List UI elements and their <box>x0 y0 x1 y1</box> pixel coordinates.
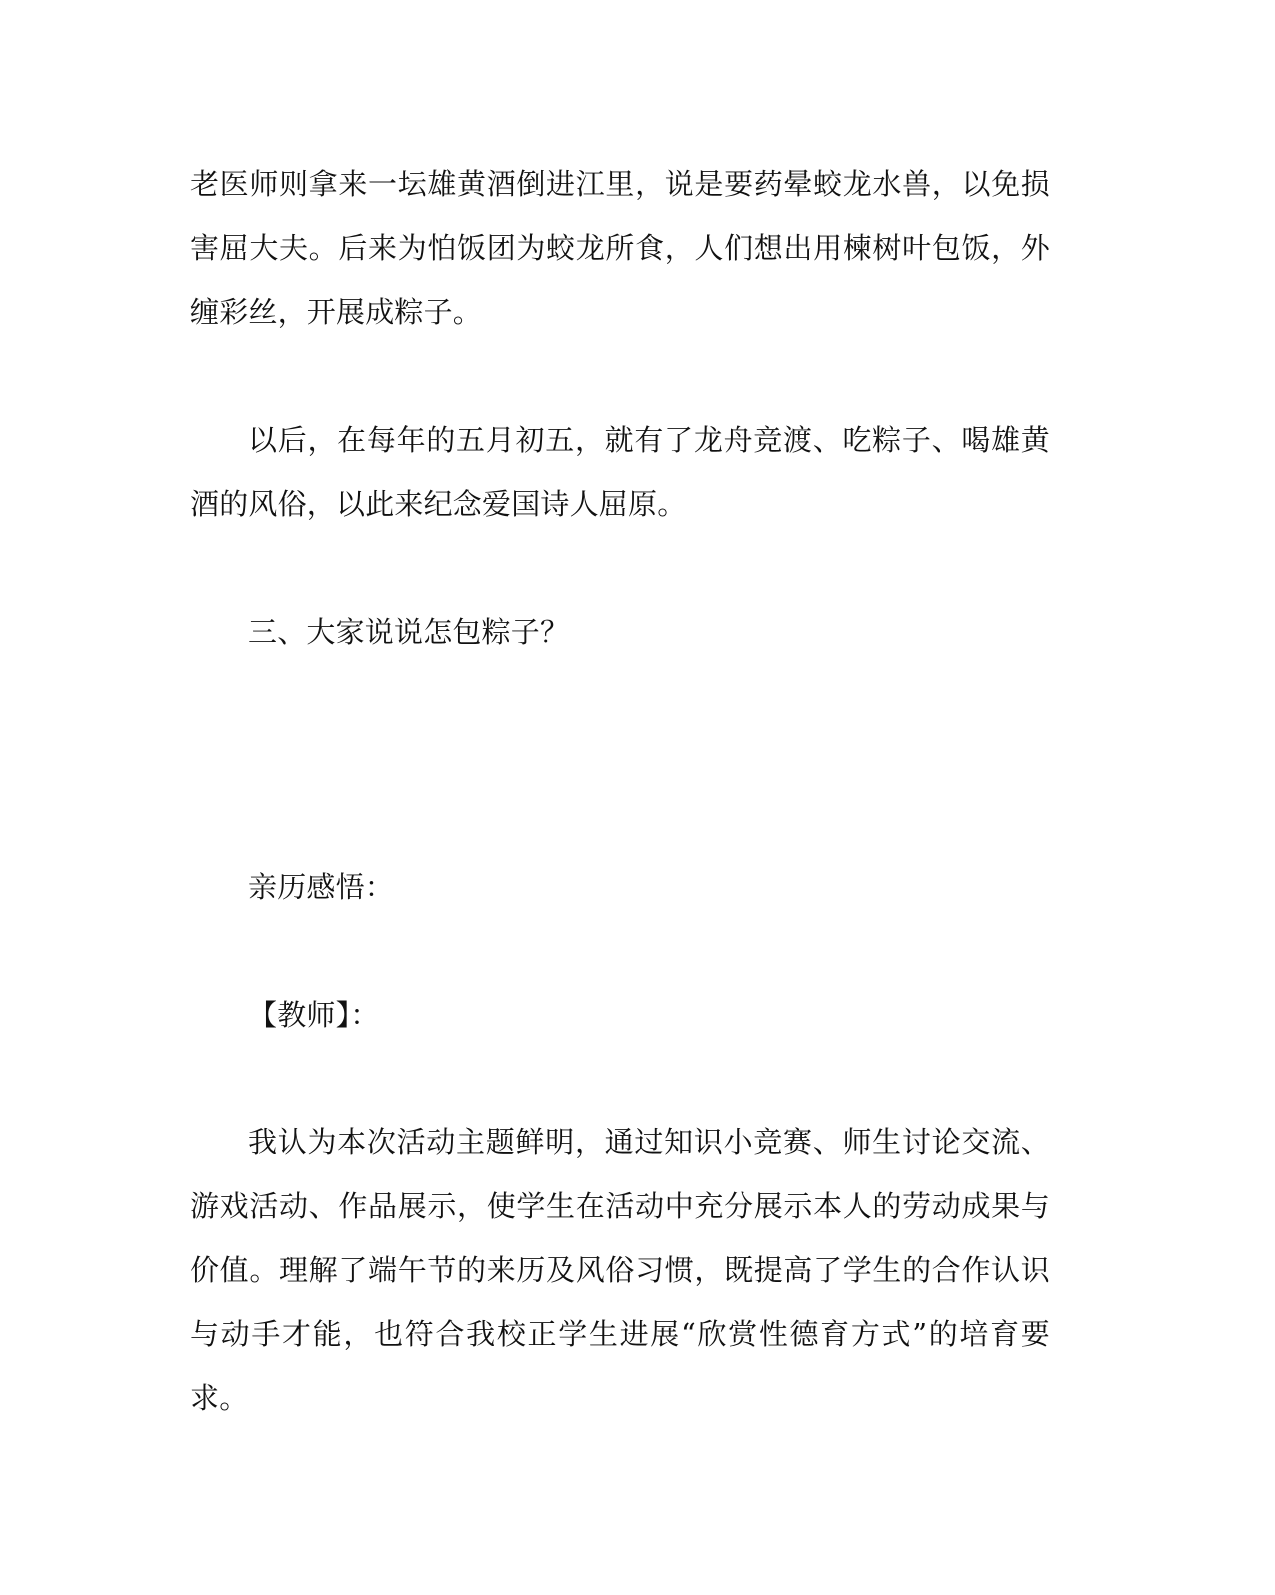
section-heading-how-to-wrap: 三、大家说说怎包粽子？ <box>248 615 570 649</box>
section-heading-reflection: 亲历感悟： <box>248 870 395 904</box>
paragraph-story-continuation: 老医师则拿来一坛雄黄酒倒进江里，说是要药晕蛟龙水兽，以免损害屈大夫。后来为怕饭团为蛟龙所食，人们想出用楝树叶包饭，外缠彩丝，开展成粽子。 <box>190 167 1050 329</box>
label-teacher: 【教师】： <box>248 998 380 1032</box>
paragraph-teacher-reflection: 我认为本次活动主题鲜明，通过知识小竞赛、师生讨论交流、游戏活动、作品展示，使学生在活动中充分展示本人的劳动成果与价值。理解了端午节的来历及风俗习惯，既提高了学生的合作认识与动手才能，也符合我校正学生进展“欣赏性德育方式”的培育要求。 <box>190 1125 1050 1415</box>
paragraph-dragon-boat-custom: 以后，在每年的五月初五，就有了龙舟竞渡、吃粽子、喝雄黄酒的风俗，以此来纪念爱国诗人屈原。 <box>190 423 1050 521</box>
